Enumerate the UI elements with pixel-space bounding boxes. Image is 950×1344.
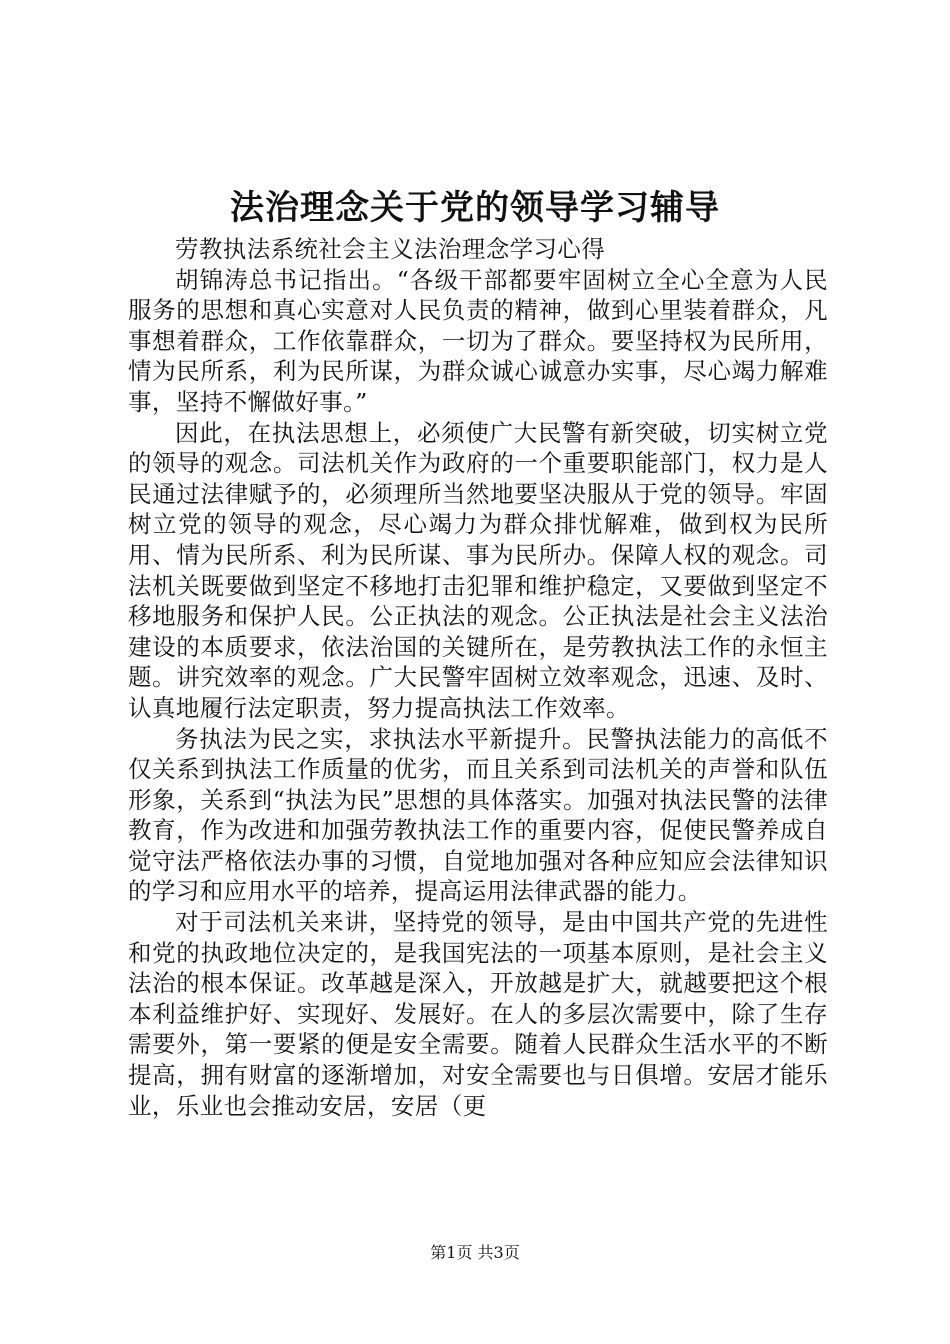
paragraph: 对于司法机关来讲，坚持党的领导，是由中国共产党的先进性和党的执政地位决定的，是我国宪法的一项基本原则，是社会主义法治的根本保证。改革越是深入，开放越是扩大，就越要把这个根本利益维护好、实现好、发展好。在人的多层次需要中，除了生存需要外，第一要紧的便是安全需要。随着人民群众生活水平的不断提高，拥有财富的逐渐增加，对安全需要也与日俱增。安居才能乐业，乐业也会推动安居，安居（更 [128,908,828,1120]
paragraph: 因此，在执法思想上，必须使广大民警有新突破，切实树立党的领导的观念。司法机关作为政府的一个重要职能部门，权力是人民通过法律赋予的，必须理所当然地要坚决服从于党的领导。牢固树立党的领导的观念，尽心竭力为群众排忧解难，做到权为民所用、情为民所系、利为民所谋、事为民所办。保障人权的观念。司法机关既要做到坚定不移地打击犯罪和维护稳定，又要做到坚定不移地服务和保护人民。公正执法的观念。公正执法是社会主义法治建设的本质要求，依法治国的关键所在，是劳教执法工作的永恒主题。讲究效率的观念。广大民警牢固树立效率观念，迅速、及时、认真地履行法定职责，努力提高执法工作效率。 [128,418,828,722]
document-title: 法治理念关于党的领导学习辅导 [230,188,720,228]
paragraph: 胡锦涛总书记指出。“各级干部都要牢固树立全心全意为人民服务的思想和真心实意对人民负责的精神，做到心里装着群众，凡事想着群众，工作依靠群众，一切为了群众。要坚持权为民所用，情为民所系，利为民所谋，为群众诚心诚意办实事，尽心竭力解难事，坚持不懈做好事。” [128,265,828,416]
paragraph-subtitle: 劳教执法系统社会主义法治理念学习心得 [175,235,606,263]
document-body [128,234,828,1121]
page-footer: 第1页 共3页 [430,1243,520,1262]
paragraph: 务执法为民之实，求执法水平新提升。民警执法能力的高低不仅关系到执法工作质量的优劣，而且关系到司法机关的声誉和队伍形象，关系到“执法为民”思想的具体落实。加强对执法民警的法律教育，作为改进和加强劳教执法工作的重要内容，促使民警养成自觉守法严格依法办事的习惯，自觉地加强对各种应知应会法律知识的学习和应用水平的培养，提高运用法律武器的能力。 [128,724,828,906]
